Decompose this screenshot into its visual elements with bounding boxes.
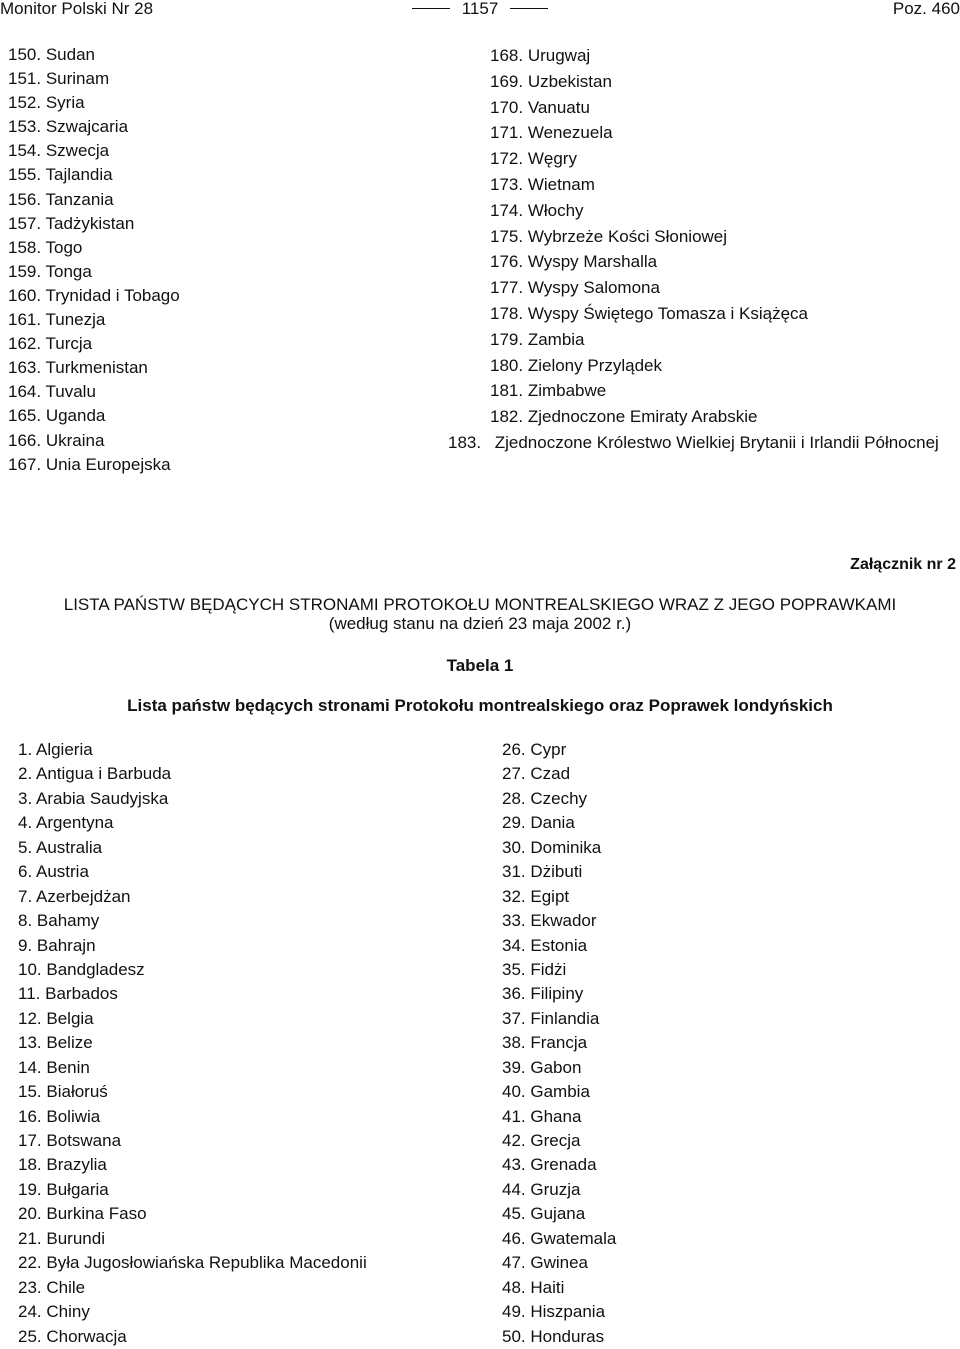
list-item [8,236,180,260]
country-name: Algieria [35,740,93,759]
item-number: 177. [490,278,524,298]
dash-right [510,8,548,9]
item-number: 1. [18,740,33,759]
country-name: Syria [45,93,85,113]
country-name: Benin [46,1057,90,1077]
list-item [18,860,367,884]
country-name: Tadżykistan [45,213,135,233]
list-item [18,1276,367,1300]
item-number: 182. [490,407,524,427]
item-number: 167. [8,454,42,474]
list-item [502,909,616,933]
list-item [502,811,616,835]
item-number: 17. [18,1131,42,1150]
dash-left [412,8,450,9]
continued-list-right [448,43,960,456]
country-name: Trynidad i Tobago [45,285,180,305]
list-item: 183. Zjednoczone Królestwo Wielkiej Brytanii i Irlandii Północnej [448,432,939,452]
country-name: Egipt [530,886,570,906]
item-number: 3. [18,788,33,808]
country-name: Zjednoczone Emiraty Arabskie [527,407,758,427]
list-item [8,380,180,404]
country-name: Chorwacja [46,1326,127,1346]
country-name: Unia Europejska [45,454,171,474]
item-number: 163. [8,358,42,378]
list-item [18,1031,367,1055]
country-name: Włochy [527,200,584,220]
item-number: 157. [8,213,42,233]
item-number: 151. [8,69,42,89]
item-number: 36. [502,984,526,1004]
country-name: Gambia [530,1082,590,1102]
list-item [490,198,960,224]
document-title [0,595,960,633]
continued-list-left [8,43,180,477]
country-name: Tajlandia [45,165,113,185]
list-item [18,1202,367,1226]
list-item [502,860,616,884]
item-number: 47. [502,1253,526,1273]
item-number: 22. [18,1253,42,1273]
country-name: Uganda [45,406,106,426]
item-number: 12. [18,1008,42,1028]
country-name: Togo [45,237,83,257]
country-name: Belgia [46,1008,94,1028]
item-number: 28. [502,788,526,808]
country-name: Zjednoczone Królestwo Wielkiej Brytanii i Irlandii Północnej [494,432,939,452]
country-name: Bandgladesz [46,959,145,979]
country-name: Czad [530,764,571,784]
item-number: 2. [18,764,33,784]
country-name: Surinam [45,69,110,89]
country-name: Była Jugosłowiańska Republika Macedonii [46,1253,367,1273]
list-item [8,453,180,477]
item-number: 26. [502,740,526,759]
country-name: Fidżi [530,959,567,979]
country-name: Dominika [530,837,602,857]
list-item [502,738,616,762]
item-number: 40. [502,1082,526,1102]
list-item [18,1080,367,1104]
item-number: 9. [18,935,33,955]
country-name: Estonia [530,935,588,955]
country-name: Czechy [530,788,588,808]
country-name: Filipiny [530,984,584,1004]
list-item [502,1202,616,1226]
item-number: 179. [490,329,524,349]
list-item [502,1031,616,1055]
item-number: 42. [502,1131,526,1150]
country-name: Dania [530,813,575,833]
list-item [490,172,960,198]
list-item [502,1178,616,1202]
list-item [18,934,367,958]
list-item [490,69,960,95]
item-number: 43. [502,1155,526,1175]
item-number: 15. [18,1082,42,1102]
item-number: 41. [502,1106,526,1126]
publication-name: Monitor Polski Nr 28 [0,0,154,18]
item-number: 38. [502,1033,526,1053]
table1-list-right [502,738,616,1349]
item-number: 173. [490,174,524,194]
table1-list-left [18,738,367,1349]
list-item [502,836,616,860]
list-item [18,1251,367,1275]
country-name: Burundi [46,1228,105,1248]
country-name: Tanzania [45,189,114,209]
list-item [8,163,180,187]
country-name: Wybrzeże Kości Słoniowej [527,226,728,246]
item-number: 150. [8,45,42,64]
list-item [502,1056,616,1080]
item-number: 170. [490,97,524,117]
list-item [502,934,616,958]
list-item [18,762,367,786]
country-name: Szwajcaria [45,117,129,137]
country-name: Gruzja [530,1179,581,1199]
country-name: Haiti [530,1277,565,1297]
list-item [502,982,616,1006]
list-item [502,1153,616,1177]
country-name: Bułgaria [46,1179,109,1199]
list-item [18,982,367,1006]
item-number: 168. [490,46,524,65]
list-item [8,115,180,139]
country-name: Boliwia [46,1106,101,1126]
item-number: 14. [18,1057,42,1077]
country-name: Barbados [45,984,118,1004]
item-number: 161. [8,310,42,330]
list-item [490,95,960,121]
list-item [18,958,367,982]
list-item [18,1153,367,1177]
list-item [18,1325,367,1349]
item-number: 169. [490,71,524,91]
list-item [490,404,960,430]
item-number: 45. [502,1204,526,1224]
list-item [18,885,367,909]
item-number: 50. [502,1326,526,1346]
country-name: Argentyna [35,813,114,833]
list-item [502,1276,616,1300]
country-name: Ukraina [45,430,105,450]
item-number: 30. [502,837,526,857]
list-item [490,327,960,353]
item-number: 174. [490,200,524,220]
country-name: Bahrajn [36,935,96,955]
list-item [18,1178,367,1202]
item-number: 7. [18,886,33,906]
item-number: 29. [502,813,526,833]
list-item [18,1300,367,1324]
item-number: 39. [502,1057,526,1077]
list-item [8,356,180,380]
list-item [502,1325,616,1349]
list-item [18,1105,367,1129]
country-name: Grecja [530,1131,581,1150]
page-number-block [0,0,960,17]
country-name: Azerbejdżan [35,886,131,906]
country-name: Wyspy Salomona [527,278,660,298]
item-number: 20. [18,1204,42,1224]
list-item [8,212,180,236]
item-number: 158. [8,237,42,257]
list-item [18,1056,367,1080]
country-name: Burkina Faso [46,1204,147,1224]
list-item [8,91,180,115]
country-name: Chiny [46,1302,90,1322]
item-number: 11. [18,984,41,1004]
country-name: Uzbekistan [527,71,612,91]
item-number: 44. [502,1179,526,1199]
item-number: 166. [8,430,42,450]
country-name: Wyspy Marshalla [527,252,658,272]
position-number: Poz. 460 [892,0,960,18]
item-number: 176. [490,252,524,272]
list-item [490,224,960,250]
country-name: Wenezuela [527,123,613,143]
list-item [18,787,367,811]
country-name: Wietnam [527,174,595,194]
country-name: Grenada [530,1155,597,1175]
country-name: Finlandia [530,1008,600,1028]
country-name: Sudan [45,45,95,64]
item-number: 159. [8,261,42,281]
country-name: Tunezja [45,310,106,330]
country-name: Zimbabwe [527,381,607,401]
item-number: 162. [8,334,42,354]
country-name: Gabon [530,1057,582,1077]
item-number: 172. [490,149,524,169]
item-number: 153. [8,117,42,137]
document-subtitle: (według stanu na dzień 23 maja 2002 r.) [328,614,632,633]
country-name: Urugwaj [527,46,591,65]
list-item [8,139,180,163]
list-item [502,1080,616,1104]
country-name: Gwinea [530,1253,589,1273]
country-name: Ekwador [530,911,597,931]
item-number: 181. [490,381,524,401]
list-item [490,146,960,172]
list-item [490,353,960,379]
item-number: 23. [18,1277,42,1297]
item-number: 48. [502,1277,526,1297]
item-number: 32. [502,886,526,906]
country-name: Chile [46,1277,86,1297]
list-item [18,738,367,762]
item-number: 34. [502,935,526,955]
document-title-main: LISTA PAŃSTW BĘDĄCYCH STRONAMI PROTOKOŁU MONTREALSKIEGO WRAZ Z JEGO POPRAWKAMI [63,595,897,614]
country-name: Vanuatu [527,97,590,117]
item-number: 165. [8,406,42,426]
item-number: 8. [18,911,33,931]
item-number: 10. [18,959,42,979]
country-name: Austria [35,862,89,882]
country-name: Szwecja [45,141,110,161]
list-item [502,1007,616,1031]
item-number: 6. [18,862,33,882]
country-name: Australia [35,837,103,857]
list-item [8,404,180,428]
country-name: Ghana [530,1106,582,1126]
country-name: Turkmenistan [45,358,148,378]
item-number: 4. [18,813,33,833]
item-number: 19. [18,1179,42,1199]
list-item [18,1227,367,1251]
list-item [490,120,960,146]
list-item [490,275,960,301]
table-title: Tabela 1 [446,656,514,675]
country-name: Belize [46,1033,93,1053]
item-number: 175. [490,226,524,246]
country-name: Wyspy Świętego Tomasza i Książęca [527,303,808,323]
list-item [502,1129,616,1153]
list-item [8,260,180,284]
item-number: 171. [490,123,524,143]
list-item [502,762,616,786]
item-number: 25. [18,1326,42,1346]
item-number: 31. [502,862,526,882]
item-number: 13. [18,1033,42,1053]
country-name: Arabia Saudyjska [35,788,169,808]
list-item [490,301,960,327]
item-number: 49. [502,1302,526,1322]
item-number: 152. [8,93,42,113]
list-item [8,332,180,356]
list-item [18,811,367,835]
country-name: Botswana [46,1131,122,1150]
list-item [18,1007,367,1031]
list-item [502,1251,616,1275]
country-name: Cypr [530,740,567,759]
country-name: Antigua i Barbuda [35,764,172,784]
item-number: 33. [502,911,526,931]
item-number: 5. [18,837,33,857]
country-name: Francja [530,1033,588,1053]
list-item [18,909,367,933]
country-name: Białoruś [46,1082,108,1102]
list-item [490,378,960,404]
list-item [502,885,616,909]
list-item [490,43,960,69]
item-number: 164. [8,382,42,402]
list-item [8,308,180,332]
item-number: 155. [8,165,42,185]
country-name: Gujana [530,1204,586,1224]
page-header [0,0,960,22]
item-number: 24. [18,1302,42,1322]
list-item [502,1227,616,1251]
list-item [8,188,180,212]
list-item [18,836,367,860]
country-name: Zielony Przylądek [527,355,662,375]
item-number: 154. [8,141,42,161]
item-number: 160. [8,285,42,305]
list-item [8,284,180,308]
country-name: Dżibuti [530,862,583,882]
country-name: Węgry [527,149,577,169]
country-name: Gwatemala [530,1228,617,1248]
country-name: Hiszpania [530,1302,606,1322]
country-name: Honduras [530,1326,605,1346]
list-item [8,429,180,453]
item-number: 180. [490,355,524,375]
list-item [8,67,180,91]
item-number: 16. [18,1106,42,1126]
country-name: Tuvalu [45,382,96,402]
country-name: Bahamy [36,911,100,931]
item-number: 18. [18,1155,42,1175]
item-number: 35. [502,959,526,979]
item-number: 27. [502,764,526,784]
list-item [8,43,180,67]
country-name: Brazylia [46,1155,107,1175]
item-number: 21. [18,1228,42,1248]
table-caption: Lista państw będących stronami Protokołu montrealskiego oraz Poprawek londyńskich [127,696,833,715]
list-item [502,1300,616,1324]
page-number: 1157 [461,0,499,18]
item-number: 46. [502,1228,526,1248]
item-number: 37. [502,1008,526,1028]
list-item [502,787,616,811]
country-name: Tonga [45,261,92,281]
list-item [490,249,960,275]
country-name: Zambia [527,329,585,349]
country-name: Turcja [45,334,93,354]
item-number: 156. [8,189,42,209]
list-item [502,958,616,982]
item-number: 178. [490,303,524,323]
list-item [18,1129,367,1153]
annex-label: Załącznik nr 2 [850,556,956,573]
list-item [502,1105,616,1129]
